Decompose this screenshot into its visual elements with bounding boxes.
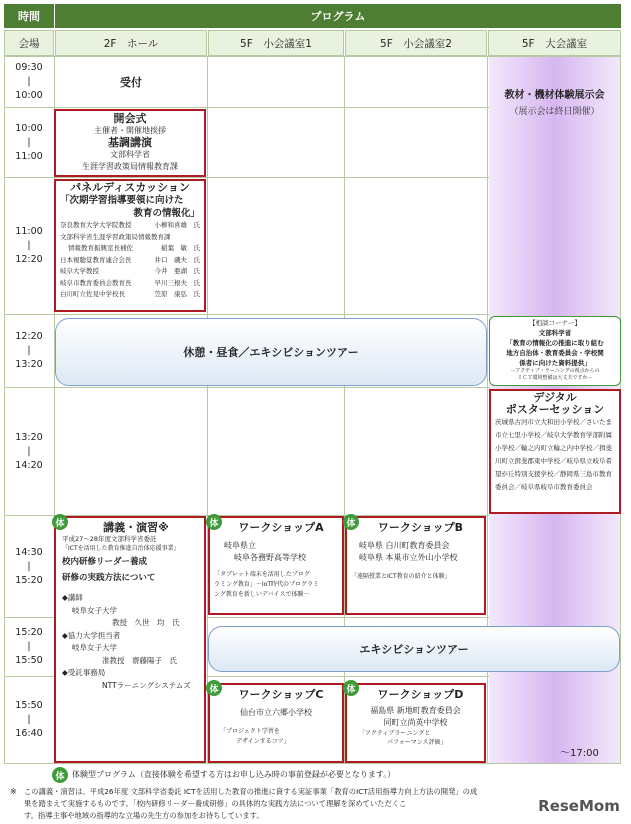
consult-line: 地方自治体・教育委員会・学校関 (506, 349, 604, 357)
workshop-d-desc: 「アクティブラーニングと (359, 730, 431, 737)
workshop-d-title: ワークショップD (377, 688, 464, 701)
consult-line: 「教育の情報化の推進に取り組む (506, 339, 604, 347)
consult-box (489, 316, 621, 386)
time-slot: 12:20 | 13:20 (4, 315, 55, 388)
lecture-box (54, 516, 206, 763)
room-small-1: 5F 小会議室1 (208, 30, 344, 56)
panel-member: 岐阜大学教授 今井 亜湖 氏 (60, 267, 200, 275)
workshop-a-desc: 「タブレット端末を活用したプログ (214, 571, 310, 578)
panel-member: 白川町立佐見中学校長 笠原 康弘 氏 (60, 290, 200, 298)
panel-subtitle-1: 「次期学習指導要領に向けた (60, 195, 184, 206)
workshop-d-org: 福島県 新地町教育委員会 (370, 706, 461, 715)
poster-title-1: デジタル (533, 391, 577, 404)
panel-member: 岐阜市教育委員会教育長 早川三根夫 氏 (60, 278, 200, 287)
workshop-a-title: ワークショップA (238, 521, 324, 534)
time-slot: 15:20 | 15:50 (4, 618, 55, 677)
legend-text: 体験型プログラム（直接体験を希望する方はお申し込み時の事前登録が必要となります。） (72, 770, 396, 779)
workshop-b-desc: 「遠隔授業とICT教育の紹介と体験」 (351, 573, 451, 580)
hands-on-badge-icon: 体 (343, 514, 359, 530)
poster-box (489, 389, 621, 514)
lecture-title: 講義・演習※ (103, 521, 169, 534)
footnote-mark: ※ (10, 787, 17, 796)
lecture-affil: 岐阜女子大学 (72, 643, 117, 652)
resemom-watermark: ReseMom (530, 792, 628, 820)
opening-box (54, 109, 206, 177)
workshop-a-org: 岐阜県立 (224, 541, 256, 550)
consult-sub: －アクティブ・ラーニングの視点からの (510, 368, 600, 374)
footnote-line: この講義・演習は、平成26年度 文部科学省委託 ICTを活用した教育の推進に資する実証事業「教育のICT活用指導力向上方法の開発」の成 (24, 787, 478, 796)
lecture-person: 教授 久世 均 氏 (112, 618, 180, 627)
workshop-c-title: ワークショップC (238, 688, 324, 701)
lecture-section: ◆協力大学担当者 (62, 630, 121, 640)
lecture-affil: 岐阜女子大学 (72, 605, 117, 615)
workshop-a-desc: ラミング教育」－IoT時代のプログラミ (214, 581, 319, 588)
tour-bar: エキシビションツアー (208, 626, 620, 672)
lecture-section: ◆講師 (62, 593, 83, 602)
reception: 受付 (120, 75, 142, 89)
opening-line2: 文部科学省 (110, 150, 150, 159)
workshop-d-desc: パフォーマンス評価」 (387, 739, 447, 746)
room-hall: 2F ホール (55, 30, 207, 56)
hands-on-badge-icon: 体 (52, 767, 68, 783)
poster-text: 茨城県古河市立大和田小学校／さいたま市立七里小学校／岐阜大学教育学部附属小学校／輪之内町立輪之内中学校／揖斐川町立揖斐郡東中学校／岐阜県立岐阜希望が丘特別支援学校／静岡県三島市教育委員会／岐阜県岐阜市教育委員会 (495, 418, 612, 491)
lecture-section: ◆受託事務局 (62, 668, 106, 677)
lecture-line: 平成27～28年度文部科学省委託 (62, 535, 157, 543)
opening-line1: 主催者・開催地挨拶 (94, 126, 166, 135)
workshop-b-box (345, 516, 486, 615)
lecture-line: 「ICTを活用した教育推進自治体応援事業」 (62, 545, 180, 552)
time-slot: 15:50 | 16:40 (4, 677, 55, 764)
panel-member: 奈良教育大学大学院教授 小柳和喜雄 氏 (60, 221, 200, 229)
hands-on-badge-icon: 体 (206, 680, 222, 696)
lecture-affil: NTTラーニングシステムズ (102, 680, 191, 690)
exhibit-end: ～17:00 (560, 748, 599, 759)
panel-member: 情報教育振興室長補佐 稲葉 敏 氏 (68, 244, 200, 252)
lecture-line: 研修の実践方法について (62, 573, 156, 583)
workshop-a-org: 岐阜各務野高等学校 (234, 553, 306, 562)
workshop-c-box (208, 683, 344, 763)
footnote-line: す。指導主事や地域の指導的な立場の先生方の参加をお待ちしています。 (24, 811, 264, 820)
workshop-b-org: 岐阜県 白川町教育委員会 (359, 541, 450, 550)
panel-member: 日本視聴覚教育連合会長 井口 磯夫 氏 (60, 255, 200, 264)
exhibit-title: 教材・機材体験展示会 (504, 90, 605, 101)
workshop-d-box (345, 683, 486, 763)
consult-tag: 【相談コーナー】 (529, 319, 581, 327)
workshop-a-box (208, 516, 344, 615)
time-slot: 11:00 | 12:20 (4, 178, 55, 315)
room-large: 5F 大会議室 (488, 30, 621, 56)
panel-title: パネルディスカッション (70, 181, 190, 194)
workshop-b-org: 岐阜県 本巣市立外山小学校 (359, 553, 458, 562)
opening-title: 開会式 (113, 112, 147, 125)
consult-org: 文部科学省 (538, 329, 572, 337)
venue-header: 会場 (4, 30, 54, 56)
workshop-b-title: ワークショップB (377, 521, 464, 534)
footnote-line: 果を踏まえて実施するものです。「校内研修リーダー養成研修」の具体的な実践方法について理解を深めていただくこ (24, 799, 407, 808)
hands-on-badge-icon: 体 (206, 514, 222, 530)
time-slot: 10:00 | 11:00 (4, 108, 55, 178)
hands-on-badge-icon: 体 (52, 514, 68, 530)
workshop-c-desc: 「プロジェクト学習を (220, 728, 280, 735)
exhibit-note: （展示会は終日開催） (509, 107, 600, 117)
time-slot: 13:20 | 14:20 (4, 388, 55, 516)
time-header: 時間 (4, 4, 54, 28)
lecture-person: 准教授 齋藤陽子 氏 (102, 655, 177, 665)
consult-sub: ＩＣＴ環境整備は大丈夫ですか－ (517, 375, 593, 381)
workshop-a-desc: ング教育を新しいデバイスで体験－ (214, 591, 310, 598)
workshop-c-org: 仙台市立六郷小学校 (240, 708, 312, 717)
panel-box (54, 179, 206, 312)
panel-member: 文部科学省生涯学習政策局情報教育課 (60, 232, 171, 241)
workshop-d-org: 同町立尚英中学校 (383, 718, 448, 727)
lunch-bar: 休憩・昼食／エキシビションツアー (55, 318, 487, 386)
poster-title-2: ポスターセッション (505, 403, 605, 416)
program-header: プログラム (55, 4, 621, 28)
keynote-title: 基調講演 (108, 136, 152, 149)
workshop-c-desc: デザインするコツ」 (236, 738, 290, 745)
lecture-line: 校内研修リーダー養成 (62, 557, 148, 567)
panel-subtitle-2: 教育の情報化」 (133, 208, 200, 219)
opening-line3: 生涯学習政策局情報教育課 (82, 162, 178, 171)
consult-line: 係者に向けた資料提供」 (519, 359, 591, 367)
time-slot: 14:30 | 15:20 (4, 516, 55, 618)
room-small-2: 5F 小会議室2 (345, 30, 487, 56)
time-slot: 09:30 | 10:00 (4, 56, 55, 108)
hands-on-badge-icon: 体 (343, 680, 359, 696)
